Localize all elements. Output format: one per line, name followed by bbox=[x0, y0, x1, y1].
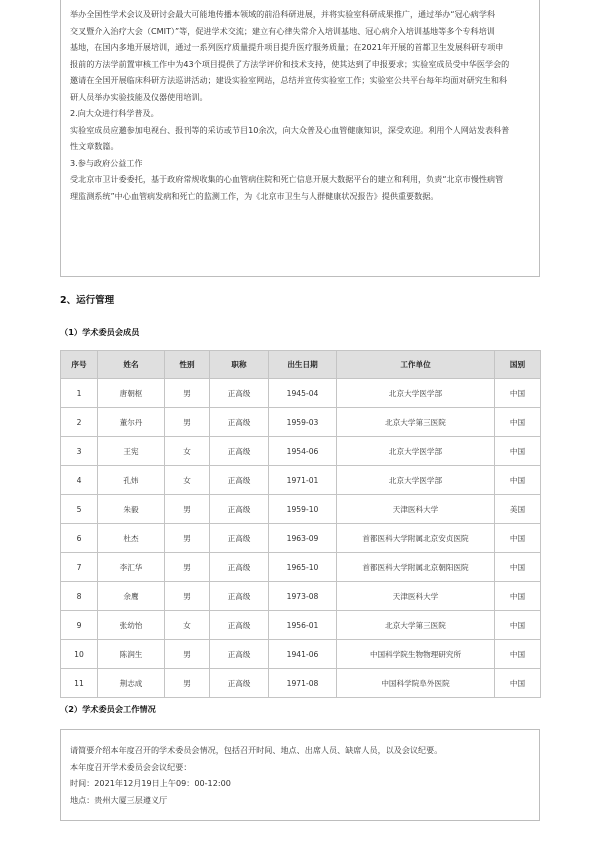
intro-paragraph-2 bbox=[70, 122, 530, 155]
column-header-gender: 性别 bbox=[165, 351, 210, 379]
cell-name: 董尔丹 bbox=[98, 408, 165, 437]
cell-country: 中国 bbox=[495, 437, 541, 466]
intro-text-box bbox=[60, 0, 540, 277]
cell-birthdate: 1971-08 bbox=[269, 669, 337, 698]
cell-country: 中国 bbox=[495, 611, 541, 640]
cell-birthdate: 1971-01 bbox=[269, 466, 337, 495]
meetings-heading: （2）学术委员会工作情况 bbox=[60, 704, 156, 714]
table-row bbox=[61, 640, 541, 669]
table-row bbox=[61, 669, 541, 698]
cell-index: 9 bbox=[61, 611, 98, 640]
cell-name: 王宪 bbox=[98, 437, 165, 466]
cell-workplace: 天津医科大学 bbox=[337, 582, 495, 611]
cell-index: 4 bbox=[61, 466, 98, 495]
cell-title: 正高级 bbox=[210, 582, 269, 611]
cell-title: 正高级 bbox=[210, 640, 269, 669]
cell-name: 朱毅 bbox=[98, 495, 165, 524]
members-heading: （1）学术委员会成员 bbox=[60, 327, 140, 337]
cell-country: 中国 bbox=[495, 524, 541, 553]
cell-country: 美国 bbox=[495, 495, 541, 524]
cell-index: 3 bbox=[61, 437, 98, 466]
cell-workplace: 北京大学医学部 bbox=[337, 466, 495, 495]
text-line: 举办全国性学术会议及研讨会最大可能地传播本领域的前沿科研进展，并将实验室科研成果推广，通过举办“冠心病学科 bbox=[70, 9, 496, 19]
column-header-workplace: 工作单位 bbox=[337, 351, 495, 379]
cell-birthdate: 1954-06 bbox=[269, 437, 337, 466]
section-heading: 2、运行管理 bbox=[60, 295, 115, 306]
members-table-body bbox=[61, 379, 541, 698]
cell-birthdate: 1941-06 bbox=[269, 640, 337, 669]
column-header-birthdate: 出生日期 bbox=[269, 351, 337, 379]
cell-index: 2 bbox=[61, 408, 98, 437]
cell-birthdate: 1973-08 bbox=[269, 582, 337, 611]
text-line: 基地，在国内多地开展培训，通过一系列医疗质量提升项目提升医疗服务质量；在2021年开展的首都卫生发展科研专项申 bbox=[70, 42, 504, 52]
cell-birthdate: 1956-01 bbox=[269, 611, 337, 640]
cell-country: 中国 bbox=[495, 379, 541, 408]
text-line: 交叉暨介入治疗大会（CMIT）”等，促进学术交流；建立有心律失常介入培训基地、冠心病介入培训基地等多个专科培训 bbox=[70, 25, 495, 36]
cell-country: 中国 bbox=[495, 466, 541, 495]
cell-index: 5 bbox=[61, 495, 98, 524]
cell-gender: 男 bbox=[165, 640, 210, 669]
meetings-paragraph bbox=[70, 742, 530, 808]
cell-name: 李汇华 bbox=[98, 553, 165, 582]
column-header-index: 序号 bbox=[61, 351, 98, 379]
table-row bbox=[61, 437, 541, 466]
text-line: 实验室成员应邀参加电视台、报刊等的采访或节目10余次，向大众普及心血管健康知识，深受欢迎。利用个人网站发表科普 bbox=[70, 124, 510, 135]
text-line: 受北京市卫计委委托，基于政府常规收集的心血管病住院和死亡信息开展大数据平台的建立和利用，负责“北京市慢性病管 bbox=[70, 174, 504, 184]
members-table bbox=[60, 350, 541, 698]
text-line: 性文章数篇。 bbox=[70, 141, 119, 151]
cell-gender: 男 bbox=[165, 553, 210, 582]
cell-name: 唐朝枢 bbox=[98, 379, 165, 408]
cell-workplace: 北京大学医学部 bbox=[337, 437, 495, 466]
cell-name: 杜杰 bbox=[98, 524, 165, 553]
cell-title: 正高级 bbox=[210, 379, 269, 408]
cell-name: 荆志成 bbox=[98, 669, 165, 698]
table-header-row bbox=[61, 351, 541, 379]
cell-title: 正高级 bbox=[210, 495, 269, 524]
cell-index: 10 bbox=[61, 640, 98, 669]
text-line: 研人员举办实验技能及仪器使用培训。 bbox=[70, 91, 208, 102]
cell-birthdate: 1959-10 bbox=[269, 495, 337, 524]
cell-gender: 男 bbox=[165, 379, 210, 408]
cell-title: 正高级 bbox=[210, 524, 269, 553]
cell-country: 中国 bbox=[495, 553, 541, 582]
cell-workplace: 北京大学医学部 bbox=[337, 379, 495, 408]
table-row bbox=[61, 408, 541, 437]
cell-gender: 男 bbox=[165, 495, 210, 524]
cell-gender: 男 bbox=[165, 582, 210, 611]
table-row bbox=[61, 553, 541, 582]
cell-name: 陈润生 bbox=[98, 640, 165, 669]
cell-title: 正高级 bbox=[210, 437, 269, 466]
table-row bbox=[61, 495, 541, 524]
text-line: 邀请在全国开展临床科研方法巡讲活动；建设实验室网站，总结并宣传实验室工作；实验室公共平台每年均面对研究生和科 bbox=[70, 75, 508, 85]
cell-gender: 男 bbox=[165, 408, 210, 437]
table-row bbox=[61, 524, 541, 553]
cell-index: 7 bbox=[61, 553, 98, 582]
cell-title: 正高级 bbox=[210, 669, 269, 698]
subsection-title-2: 2.向大众进行科学普及。 bbox=[70, 108, 159, 118]
meeting-time: 时间：2021年12月19日上午09：00-12:00 bbox=[70, 778, 231, 788]
intro-paragraph-1 bbox=[70, 6, 530, 105]
text-line: 理监测系统”中心血管病发病和死亡的监测工作，为《北京市卫生与人群健康状况报告》提供重要数据。 bbox=[70, 190, 439, 201]
cell-name: 孔炜 bbox=[98, 466, 165, 495]
cell-index: 6 bbox=[61, 524, 98, 553]
cell-index: 8 bbox=[61, 582, 98, 611]
cell-index: 11 bbox=[61, 669, 98, 698]
cell-workplace: 天津医科大学 bbox=[337, 495, 495, 524]
cell-country: 中国 bbox=[495, 408, 541, 437]
cell-gender: 女 bbox=[165, 466, 210, 495]
cell-workplace: 北京大学第三医院 bbox=[337, 611, 495, 640]
cell-workplace: 首都医科大学附属北京安贞医院 bbox=[337, 524, 495, 553]
column-header-name: 姓名 bbox=[98, 351, 165, 379]
cell-title: 正高级 bbox=[210, 408, 269, 437]
subsection-title-3: 3.参与政府公益工作 bbox=[70, 157, 143, 168]
column-header-country: 国别 bbox=[495, 351, 541, 379]
cell-country: 中国 bbox=[495, 669, 541, 698]
cell-birthdate: 1963-09 bbox=[269, 524, 337, 553]
cell-title: 正高级 bbox=[210, 611, 269, 640]
cell-name: 余鹰 bbox=[98, 582, 165, 611]
meeting-location: 地点：贵州大厦三层遵义厅 bbox=[70, 794, 168, 805]
table-row bbox=[61, 466, 541, 495]
cell-birthdate: 1959-03 bbox=[269, 408, 337, 437]
table-row bbox=[61, 611, 541, 640]
cell-birthdate: 1945-04 bbox=[269, 379, 337, 408]
text-line: 报前的方法学前置审核工作中为43个项目提供了方法学评价和技术支持，使其达到了申报要求；实验室成员受中华医学会的 bbox=[70, 58, 510, 69]
cell-gender: 女 bbox=[165, 437, 210, 466]
cell-country: 中国 bbox=[495, 640, 541, 669]
meetings-text-box bbox=[60, 729, 540, 821]
cell-workplace: 中国科学院生物物理研究所 bbox=[337, 640, 495, 669]
cell-workplace: 北京大学第三医院 bbox=[337, 408, 495, 437]
cell-title: 正高级 bbox=[210, 553, 269, 582]
cell-title: 正高级 bbox=[210, 466, 269, 495]
cell-gender: 男 bbox=[165, 524, 210, 553]
cell-workplace: 首都医科大学附属北京朝阳医院 bbox=[337, 553, 495, 582]
cell-birthdate: 1965-10 bbox=[269, 553, 337, 582]
column-header-title: 职称 bbox=[210, 351, 269, 379]
cell-workplace: 中国科学院阜外医院 bbox=[337, 669, 495, 698]
cell-name: 张幼怡 bbox=[98, 611, 165, 640]
cell-index: 1 bbox=[61, 379, 98, 408]
table-row bbox=[61, 379, 541, 408]
intro-paragraph-3 bbox=[70, 171, 530, 204]
cell-gender: 女 bbox=[165, 611, 210, 640]
text-line: 本年度召开学术委员会会议纪要： bbox=[70, 761, 192, 772]
text-line: 请简要介绍本年度召开的学术委员会情况，包括召开时间、地点、出席人员、缺席人员，以及会议纪要。 bbox=[70, 745, 443, 755]
cell-country: 中国 bbox=[495, 582, 541, 611]
table-row bbox=[61, 582, 541, 611]
cell-gender: 男 bbox=[165, 669, 210, 698]
